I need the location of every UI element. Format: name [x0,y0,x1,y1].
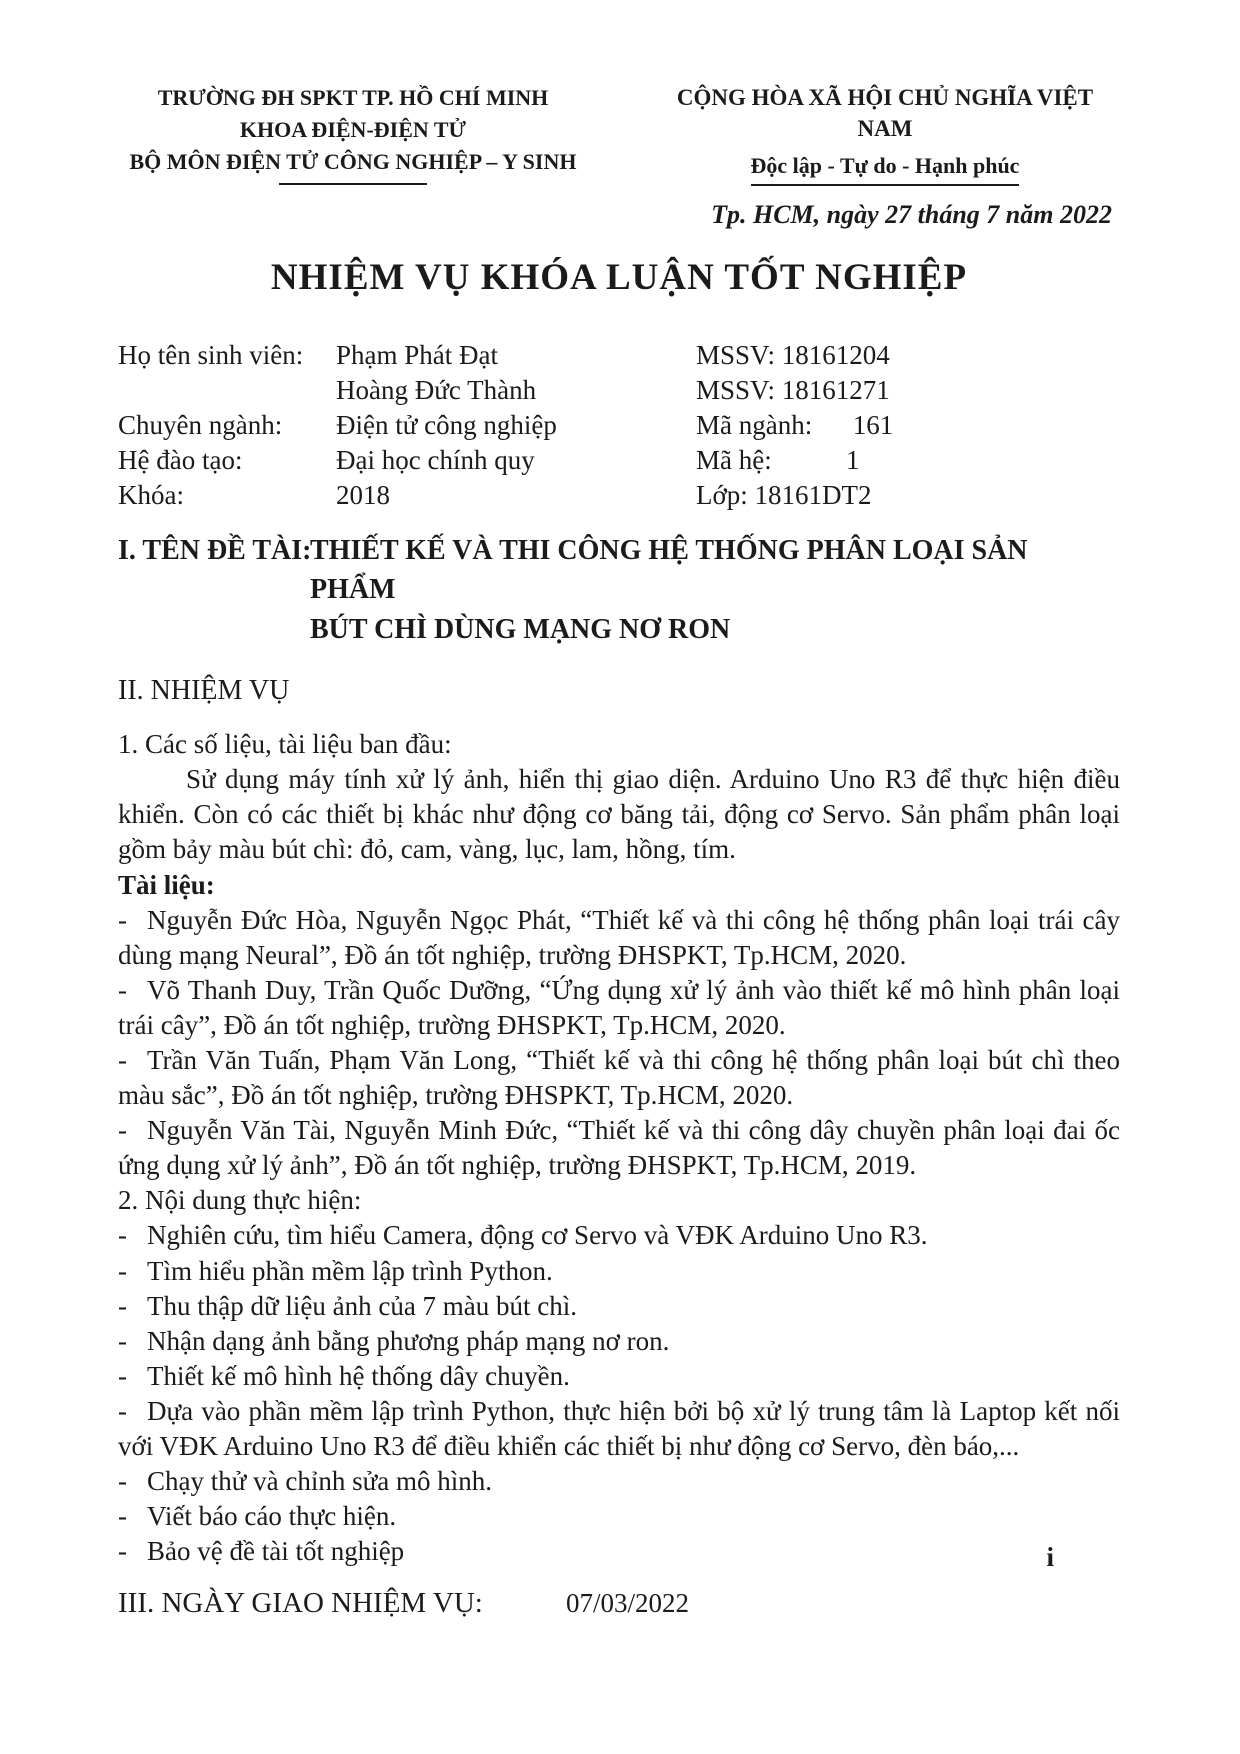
school-header-block [118,82,588,185]
info-row [118,373,1120,408]
bullet-dash: - [118,1501,127,1532]
bullet-dash: - [118,1290,127,1321]
info-label: Hệ đào tạo: [118,445,243,476]
national-motto: Độc lập - Tự do - Hạnh phúc [751,152,1020,186]
task-item-7 [118,1464,1120,1499]
references-label: Tài liệu: [118,869,215,900]
date-line: Tp. HCM, ngày 27 tháng 7 năm 2022 [711,199,1112,229]
reference-item-1 [118,903,1120,973]
bullet-dash: - [118,1255,127,1286]
info-value: Phạm Phát Đạt [336,339,498,370]
reference-item-4 [118,1113,1120,1183]
section-assignment-date [118,1585,1120,1623]
bullet-dash: - [118,1536,127,1567]
department-name: BỘ MÔN ĐIỆN TỬ CÔNG NGHIỆP – Y SINH [129,148,577,174]
task-item-5 [118,1359,1120,1394]
bullet-dash: - [118,1466,127,1497]
reference-item-2 [118,973,1120,1043]
info-right-value: Lớp: 18161DT2 [696,480,872,511]
thesis-title-line2: BÚT CHÌ DÙNG MẠNG NƠ RON [310,613,731,645]
initial-data-paragraph: Sử dụng máy tính xử lý ảnh, hiển thị giao diện. Arduino Uno R3 để thực hiện điều khiển. Còn có các thiết bị khác như động cơ băng tải, động cơ Servo. Sản phẩm phân loại gồm bảy màu bút chì: đỏ, cam, vàng, lục, lam, hồng, tím. [118,764,1120,865]
header-divider-line [279,183,427,185]
task-text: Nhận dạng ảnh bằng phương pháp mạng nơ ron. [147,1325,670,1356]
bullet-dash: - [118,1360,127,1391]
subsection-1-heading: 1. Các số liệu, tài liệu ban đầu: [118,729,452,760]
assignment-date-value: 07/03/2022 [566,1588,690,1619]
task-item-8 [118,1499,1120,1534]
info-right-value: MSSV: 18161271 [696,374,890,405]
info-label: Họ tên sinh viên: [118,339,304,370]
task-item-9 [118,1534,1120,1569]
bullet-dash: - [118,904,127,935]
info-row [118,478,1120,513]
info-label: Chuyên ngành: [118,409,283,440]
school-name: TRƯỜNG ĐH SPKT TP. HỒ CHÍ MINH [157,85,549,110]
task-item-6 [118,1394,1120,1464]
assignment-date-heading: III. NGÀY GIAO NHIỆM VỤ: [118,1587,483,1620]
task-text: Chạy thử và chỉnh sửa mô hình. [147,1466,492,1497]
task-text: Bảo vệ đề tài tốt nghiệp [147,1536,405,1567]
info-right-value: Mã hệ: 1 [696,445,860,476]
info-right-value: MSSV: 18161204 [696,339,890,370]
thesis-title-line1: THIẾT KẾ VÀ THI CÔNG HỆ THỐNG PHÂN LOẠI SẢN PHẨM [310,535,1028,606]
bullet-dash: - [118,1115,127,1146]
section-topic-heading: I. TÊN ĐỀ TÀI: [118,535,312,567]
bullet-dash: - [118,1395,127,1426]
section-topic [118,531,1120,649]
task-text: Thiết kế mô hình hệ thống dây chuyền. [147,1360,570,1391]
info-right-value: Mã ngành: 161 [696,409,894,440]
info-label: Khóa: [118,480,184,511]
document-header [118,82,1120,186]
reference-text: Trần Văn Tuấn, Phạm Văn Long, “Thiết kế và thi công hệ thống phân loại bút chì theo màu sắc”, Đồ án tốt nghiệp, trường ĐHSPKT, Tp.HCM, 2020. [118,1045,1120,1111]
task-text: Nghiên cứu, tìm hiểu Camera, động cơ Servo và VĐK Arduino Uno R3. [147,1220,928,1251]
reference-text: Nguyễn Văn Tài, Nguyễn Minh Đức, “Thiết kế và thi công dây chuyền phân loại đai ốc ứng dụng xử lý ảnh”, Đồ án tốt nghiệp, trường ĐHSPKT, Tp.HCM, 2019. [118,1115,1120,1181]
reference-text: Nguyễn Đức Hòa, Nguyễn Ngọc Phát, “Thiết kế và thi công hệ thống phân loại trái cây dùng mạng Neural”, Đồ án tốt nghiệp, trường ĐHSPKT, Tp.HCM, 2020. [118,904,1120,970]
info-row [118,338,1120,373]
reference-item-3 [118,1043,1120,1113]
bullet-dash: - [118,1325,127,1356]
faculty-name: KHOA ĐIỆN-ĐIỆN TỬ [239,116,467,142]
bullet-dash: - [118,1045,127,1075]
info-value: Hoàng Đức Thành [336,374,537,405]
info-value: Đại học chính quy [336,445,535,476]
task-text: Thu thập dữ liệu ảnh của 7 màu bút chì. [147,1290,578,1321]
info-value: Điện tử công nghiệp [336,409,557,440]
document-title: NHIỆM VỤ KHÓA LUẬN TỐT NGHIỆP [270,257,968,299]
task-text: Dựa vào phần mềm lập trình Python, thực hiện bởi bộ xử lý trung tâm là Laptop kết nối với VĐK Arduino Uno R3 để điều khiển các thiết bị như động cơ Servo, đèn báo,... [118,1395,1120,1462]
student-info-table [118,338,1120,513]
info-row [118,443,1120,478]
task-item-1 [118,1218,1120,1253]
task-text: Viết báo cáo thực hiện. [147,1501,397,1532]
national-header-block [650,82,1120,186]
reference-text: Võ Thanh Duy, Trần Quốc Dưỡng, “Ứng dụng xử lý ảnh vào thiết kế mô hình phân loại trái cây”, Đồ án tốt nghiệp, trường ĐHSPKT, Tp.HCM, 2020. [118,974,1120,1040]
info-row [118,408,1120,443]
bullet-dash: - [118,1220,127,1251]
info-label [118,373,336,408]
page-number: i [1046,1542,1054,1572]
bullet-dash: - [118,974,127,1005]
task-item-2 [118,1254,1120,1289]
task-text: Tìm hiểu phần mềm lập trình Python. [147,1255,553,1286]
task-item-3 [118,1289,1120,1324]
section-tasks-heading: II. NHIỆM VỤ [118,674,290,706]
task-item-4 [118,1324,1120,1359]
subsection-2-heading: 2. Nội dung thực hiện: [118,1185,362,1216]
info-value: 2018 [336,480,390,511]
national-title: CỘNG HÒA XÃ HỘI CHỦ NGHĨA VIỆT NAM [676,85,1094,142]
